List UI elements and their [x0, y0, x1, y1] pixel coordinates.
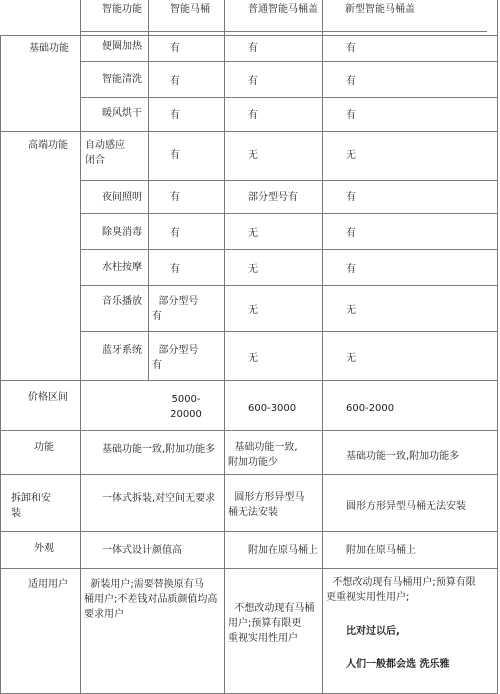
cell-value: 5000- 20000 [170, 394, 202, 420]
recommendation-note: 人们一般都会选 洗乐雅 [346, 659, 450, 670]
cell-value: 有 [170, 76, 180, 87]
category-advanced: 高端功能 [28, 140, 68, 151]
cell-value: 附加在原马桶上 [248, 545, 318, 556]
feature-label: 便圈加热 [102, 41, 142, 52]
row-label-function: 功能 [34, 442, 54, 453]
header-col3: 普通智能马桶盖 [248, 4, 318, 15]
cell-value: 有 [346, 192, 356, 203]
cell-value: 圆形方形异型马 桶无法安装 [228, 492, 305, 518]
feature-label: 除臭消毒 [102, 227, 142, 238]
cell-value: 有 [170, 150, 180, 161]
cell-value: 无 [248, 353, 258, 364]
column-divider [148, 0, 149, 380]
cell-value: 有 [346, 43, 356, 54]
column-divider [322, 0, 323, 694]
cell-value: 有 [346, 228, 356, 239]
row-divider [0, 430, 497, 431]
cell-value: 无 [248, 150, 258, 161]
feature-label: 夜间照明 [102, 192, 142, 203]
feature-label: 音乐播放 [102, 296, 142, 307]
cell-value: 有 [170, 264, 180, 275]
feature-label: 自动感应 闭合 [85, 140, 125, 166]
cell-value: 600-2000 [346, 403, 395, 414]
cell-value: 无 [248, 305, 258, 316]
row-divider [0, 531, 497, 532]
header-col1: 智能功能 [102, 4, 142, 15]
cell-value: 不想改动现有马桶用户;预算有限 更重视实用性用户; [326, 577, 476, 603]
header-col2: 智能马桶 [170, 4, 210, 15]
row-divider [80, 213, 497, 214]
row-divider [80, 180, 497, 181]
cell-value: 一体式设计颜值高 [102, 545, 182, 556]
cell-value: 有 [248, 110, 258, 121]
cell-value: 附加在原马桶上 [346, 545, 416, 556]
row-divider [0, 35, 497, 36]
row-divider [0, 568, 497, 569]
cell-value: 有 [346, 76, 356, 87]
cell-value: 无 [248, 228, 258, 239]
cell-value: 有 [346, 264, 356, 275]
cell-value: 有 [170, 110, 180, 121]
header-col4: 新型智能马桶盖 [345, 4, 415, 15]
cell-value: 基础功能一致,附加功能多 [102, 444, 216, 455]
feature-label: 蓝牙系统 [102, 345, 142, 356]
cell-value: 无 [248, 264, 258, 275]
cell-value: 部分型号 有 [152, 345, 199, 371]
row-divider [80, 61, 497, 62]
row-divider [80, 249, 497, 250]
row-divider [80, 285, 497, 286]
cell-value: 新装用户;需要替换原有马 桶用户;不差钱对品质颜值均高 要求用户 [84, 579, 218, 620]
column-divider [497, 0, 498, 694]
row-label-appearance: 外观 [34, 543, 54, 554]
cell-value: 圆形方形异型马桶无法安装 [346, 501, 466, 512]
row-divider [80, 331, 497, 332]
row-label-install: 拆卸和安 装 [11, 493, 51, 519]
cell-value: 有 [170, 192, 180, 203]
row-divider [0, 474, 497, 475]
cell-value: 无 [346, 150, 356, 161]
cell-value: 有 [248, 43, 258, 54]
feature-label: 智能清洗 [102, 74, 142, 85]
cell-value: 无 [346, 305, 356, 316]
column-divider [224, 0, 225, 694]
row-divider [0, 380, 497, 381]
column-divider [0, 35, 1, 694]
row-label-users: 适用用户 [28, 579, 68, 590]
feature-label: 水柱按摩 [102, 262, 142, 273]
feature-label: 暖风烘干 [102, 108, 142, 119]
cell-value: 有 [170, 43, 180, 54]
cell-value: 不想改动现有马桶 用户;预算有限更 重视实用性用户 [228, 603, 315, 644]
row-label-price: 价格区间 [28, 392, 68, 403]
cell-value: 基础功能一致,附加功能多 [346, 451, 460, 462]
cell-value: 基础功能一致, 附加功能少 [228, 442, 298, 468]
cell-value: 部分型号有 [248, 192, 298, 203]
cell-value: 部分型号 有 [152, 296, 199, 322]
cell-value: 一体式拆装,对空间无要求 [102, 493, 216, 504]
cell-value: 600-3000 [248, 403, 297, 414]
cell-value: 无 [346, 353, 356, 364]
cell-value: 有 [346, 110, 356, 121]
cell-value: 有 [170, 228, 180, 239]
category-basic: 基础功能 [29, 43, 69, 54]
row-divider [80, 97, 497, 98]
column-divider [80, 0, 81, 694]
row-divider [80, 31, 487, 32]
comparison-note: 比对过以后, [346, 626, 400, 637]
cell-value: 有 [248, 76, 258, 87]
row-divider [0, 131, 497, 132]
